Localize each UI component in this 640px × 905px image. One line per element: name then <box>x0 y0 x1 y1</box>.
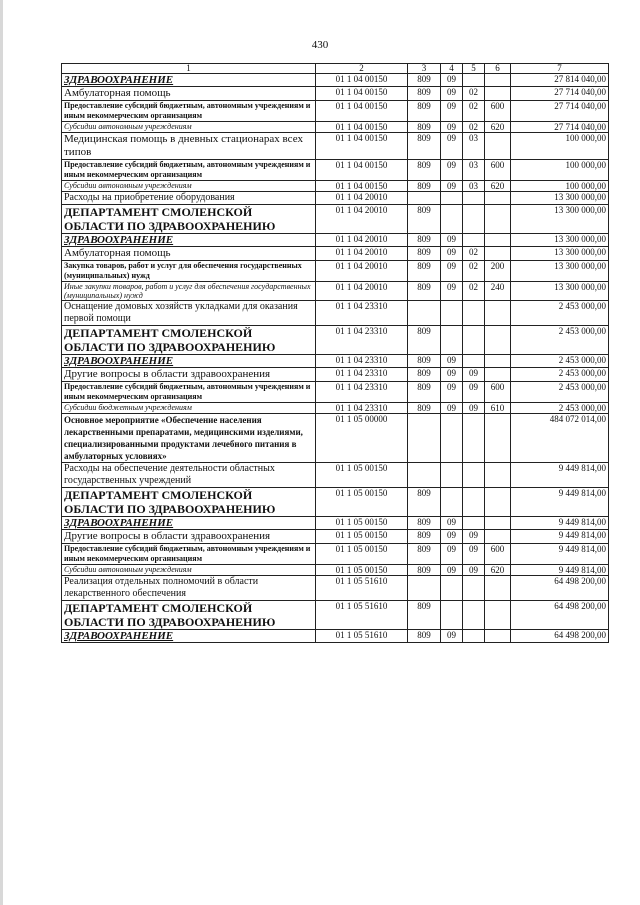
cell-c4 <box>441 488 463 517</box>
header-row <box>62 64 609 74</box>
scan-edge <box>0 0 3 905</box>
cell-c3: 809 <box>408 488 441 517</box>
table-row <box>62 122 609 133</box>
cell-name: ДЕПАРТАМЕНТ СМОЛЕНСКОЙ ОБЛАСТИ ПО ЗДРАВООХРАНЕНИЮ <box>62 601 316 630</box>
table-row <box>62 101 609 122</box>
cell-name: ДЕПАРТАМЕНТ СМОЛЕНСКОЙ ОБЛАСТИ ПО ЗДРАВООХРАНЕНИЮ <box>62 488 316 517</box>
cell-c6 <box>485 74 511 87</box>
cell-c4: 09 <box>441 122 463 133</box>
cell-c3 <box>408 192 441 205</box>
cell-name: Оснащение домовых хозяйств укладками для оказания первой помощи <box>62 301 316 326</box>
cell-name: Предоставление субсидий бюджетным, автономным учреждениям и иным некоммерческим организациям <box>62 160 316 181</box>
cell-c3: 809 <box>408 630 441 643</box>
cell-code: 01 1 05 00150 <box>316 463 408 488</box>
cell-c5: 09 <box>463 544 485 565</box>
cell-c4: 09 <box>441 101 463 122</box>
cell-c4: 09 <box>441 74 463 87</box>
table-row <box>62 368 609 382</box>
cell-name: Другие вопросы в области здравоохранения <box>62 368 316 382</box>
cell-code: 01 1 05 00150 <box>316 517 408 530</box>
cell-amount: 2 453 000,00 <box>511 301 609 326</box>
page-number: 430 <box>311 39 329 51</box>
header-cell: 4 <box>441 64 463 74</box>
cell-name: Субсидии бюджетным учреждениям <box>62 403 316 414</box>
cell-c3: 809 <box>408 247 441 261</box>
cell-code: 01 1 04 00150 <box>316 87 408 101</box>
table-row <box>62 488 609 517</box>
table-row <box>62 181 609 192</box>
cell-amount: 13 300 000,00 <box>511 205 609 234</box>
cell-c4: 09 <box>441 355 463 368</box>
cell-c5: 03 <box>463 181 485 192</box>
cell-name: Предоставление субсидий бюджетным, автономным учреждениям и иным некоммерческим организациям <box>62 544 316 565</box>
cell-c4: 09 <box>441 517 463 530</box>
cell-c3: 809 <box>408 326 441 355</box>
table-row <box>62 282 609 301</box>
cell-amount: 100 000,00 <box>511 160 609 181</box>
cell-c5 <box>463 414 485 463</box>
cell-c5: 02 <box>463 87 485 101</box>
table-row <box>62 301 609 326</box>
cell-c5: 09 <box>463 565 485 576</box>
cell-code: 01 1 04 00150 <box>316 74 408 87</box>
cell-c3: 809 <box>408 181 441 192</box>
header-cell: 2 <box>316 64 408 74</box>
cell-amount: 2 453 000,00 <box>511 403 609 414</box>
cell-name: Закупка товаров, работ и услуг для обеспечения государственных (муниципальных) нужд <box>62 261 316 282</box>
cell-code: 01 1 05 00150 <box>316 530 408 544</box>
cell-c5 <box>463 630 485 643</box>
cell-code: 01 1 04 20010 <box>316 247 408 261</box>
cell-name: Предоставление субсидий бюджетным, автономным учреждениям и иным некоммерческим организациям <box>62 101 316 122</box>
cell-amount: 9 449 814,00 <box>511 488 609 517</box>
header-cell: 7 <box>511 64 609 74</box>
cell-c6: 240 <box>485 282 511 301</box>
cell-c3: 809 <box>408 74 441 87</box>
cell-code: 01 1 04 23310 <box>316 301 408 326</box>
cell-c6 <box>485 530 511 544</box>
cell-code: 01 1 05 51610 <box>316 576 408 601</box>
cell-c5: 09 <box>463 382 485 403</box>
cell-amount: 13 300 000,00 <box>511 192 609 205</box>
cell-code: 01 1 04 00150 <box>316 133 408 160</box>
table-row <box>62 414 609 463</box>
cell-c5: 02 <box>463 261 485 282</box>
cell-c5 <box>463 576 485 601</box>
cell-amount: 2 453 000,00 <box>511 326 609 355</box>
cell-code: 01 1 04 20010 <box>316 234 408 247</box>
cell-c4 <box>441 463 463 488</box>
cell-name: Субсидии автономным учреждениям <box>62 181 316 192</box>
cell-c6 <box>485 630 511 643</box>
cell-c6 <box>485 133 511 160</box>
cell-amount: 484 072 014,00 <box>511 414 609 463</box>
table-row <box>62 160 609 181</box>
cell-c6 <box>485 192 511 205</box>
cell-c3 <box>408 463 441 488</box>
cell-code: 01 1 04 23310 <box>316 368 408 382</box>
cell-code: 01 1 04 20010 <box>316 282 408 301</box>
cell-amount: 13 300 000,00 <box>511 247 609 261</box>
cell-c6 <box>485 301 511 326</box>
cell-amount: 9 449 814,00 <box>511 565 609 576</box>
cell-code: 01 1 05 51610 <box>316 601 408 630</box>
cell-c4 <box>441 192 463 205</box>
header-cell: 6 <box>485 64 511 74</box>
table-row <box>62 247 609 261</box>
cell-c4 <box>441 601 463 630</box>
cell-c3: 809 <box>408 160 441 181</box>
cell-name: Другие вопросы в области здравоохранения <box>62 530 316 544</box>
cell-c6: 600 <box>485 101 511 122</box>
cell-code: 01 1 04 00150 <box>316 122 408 133</box>
cell-c5 <box>463 74 485 87</box>
cell-name: Расходы на приобретение оборудования <box>62 192 316 205</box>
table-row <box>62 530 609 544</box>
table-row <box>62 576 609 601</box>
cell-c4: 09 <box>441 630 463 643</box>
cell-code: 01 1 04 20010 <box>316 205 408 234</box>
cell-amount: 9 449 814,00 <box>511 517 609 530</box>
table-row <box>62 355 609 368</box>
table-row <box>62 544 609 565</box>
table-row <box>62 74 609 87</box>
cell-c5 <box>463 517 485 530</box>
cell-amount: 2 453 000,00 <box>511 368 609 382</box>
table-row <box>62 205 609 234</box>
table-row <box>62 517 609 530</box>
cell-name: Иные закупки товаров, работ и услуг для обеспечения государственных (муниципальных) нужд <box>62 282 316 301</box>
cell-c4: 09 <box>441 382 463 403</box>
cell-code: 01 1 04 23310 <box>316 326 408 355</box>
cell-code: 01 1 04 00150 <box>316 101 408 122</box>
cell-name: ЗДРАВООХРАНЕНИЕ <box>62 630 316 643</box>
cell-name: ДЕПАРТАМЕНТ СМОЛЕНСКОЙ ОБЛАСТИ ПО ЗДРАВООХРАНЕНИЮ <box>62 326 316 355</box>
cell-c6: 600 <box>485 544 511 565</box>
cell-amount: 2 453 000,00 <box>511 355 609 368</box>
cell-c3: 809 <box>408 122 441 133</box>
cell-code: 01 1 04 20010 <box>316 261 408 282</box>
cell-c3: 809 <box>408 234 441 247</box>
cell-c4: 09 <box>441 403 463 414</box>
cell-code: 01 1 05 00150 <box>316 488 408 517</box>
cell-c4: 09 <box>441 87 463 101</box>
cell-c6: 600 <box>485 382 511 403</box>
cell-c6: 620 <box>485 122 511 133</box>
cell-name: Субсидии автономным учреждениям <box>62 565 316 576</box>
table-row <box>62 87 609 101</box>
cell-c4 <box>441 205 463 234</box>
cell-amount: 64 498 200,00 <box>511 601 609 630</box>
cell-c4: 09 <box>441 565 463 576</box>
cell-c4: 09 <box>441 544 463 565</box>
cell-code: 01 1 05 00150 <box>316 544 408 565</box>
cell-name: ЗДРАВООХРАНЕНИЕ <box>62 517 316 530</box>
cell-amount: 9 449 814,00 <box>511 530 609 544</box>
table-row <box>62 326 609 355</box>
cell-c5 <box>463 488 485 517</box>
cell-code: 01 1 05 00150 <box>316 565 408 576</box>
cell-code: 01 1 04 00150 <box>316 181 408 192</box>
cell-c6 <box>485 576 511 601</box>
cell-c3: 809 <box>408 101 441 122</box>
cell-name: ЗДРАВООХРАНЕНИЕ <box>62 355 316 368</box>
cell-c5 <box>463 326 485 355</box>
cell-c3: 809 <box>408 355 441 368</box>
cell-code: 01 1 05 00000 <box>316 414 408 463</box>
cell-name: Предоставление субсидий бюджетным, автономным учреждениям и иным некоммерческим организациям <box>62 382 316 403</box>
cell-amount: 64 498 200,00 <box>511 630 609 643</box>
cell-c6: 610 <box>485 403 511 414</box>
cell-c5: 09 <box>463 368 485 382</box>
cell-amount: 27 714 040,00 <box>511 122 609 133</box>
cell-c3: 809 <box>408 87 441 101</box>
cell-c4 <box>441 576 463 601</box>
header-cell: 3 <box>408 64 441 74</box>
cell-name: Реализация отдельных полномочий в области лекарственного обеспечения <box>62 576 316 601</box>
cell-name: ЗДРАВООХРАНЕНИЕ <box>62 74 316 87</box>
cell-amount: 27 714 040,00 <box>511 101 609 122</box>
cell-c6 <box>485 205 511 234</box>
cell-amount: 13 300 000,00 <box>511 282 609 301</box>
cell-name: Субсидии автономным учреждениям <box>62 122 316 133</box>
cell-c3: 809 <box>408 517 441 530</box>
cell-c5 <box>463 463 485 488</box>
cell-c3 <box>408 414 441 463</box>
cell-c6: 620 <box>485 565 511 576</box>
cell-c4: 09 <box>441 530 463 544</box>
cell-c5 <box>463 601 485 630</box>
cell-code: 01 1 04 23310 <box>316 382 408 403</box>
cell-c6 <box>485 234 511 247</box>
cell-c5 <box>463 192 485 205</box>
budget-table <box>61 63 609 643</box>
cell-amount: 27 714 040,00 <box>511 87 609 101</box>
cell-c5 <box>463 234 485 247</box>
cell-c5: 02 <box>463 122 485 133</box>
cell-amount: 2 453 000,00 <box>511 382 609 403</box>
table-row <box>62 234 609 247</box>
table-row <box>62 601 609 630</box>
cell-c6 <box>485 355 511 368</box>
cell-c5 <box>463 301 485 326</box>
cell-c3: 809 <box>408 403 441 414</box>
cell-c6 <box>485 326 511 355</box>
cell-c5: 09 <box>463 403 485 414</box>
cell-c5 <box>463 355 485 368</box>
cell-code: 01 1 04 20010 <box>316 192 408 205</box>
table-row <box>62 630 609 643</box>
cell-c6 <box>485 517 511 530</box>
cell-c5: 02 <box>463 247 485 261</box>
cell-c6 <box>485 87 511 101</box>
cell-amount: 13 300 000,00 <box>511 261 609 282</box>
cell-c4: 09 <box>441 282 463 301</box>
cell-c3 <box>408 576 441 601</box>
header-cell: 1 <box>62 64 316 74</box>
cell-c6 <box>485 601 511 630</box>
cell-c3: 809 <box>408 282 441 301</box>
cell-c3: 809 <box>408 368 441 382</box>
cell-amount: 64 498 200,00 <box>511 576 609 601</box>
cell-c6 <box>485 414 511 463</box>
cell-name: Медицинская помощь в дневных стационарах всех типов <box>62 133 316 160</box>
table-row <box>62 565 609 576</box>
cell-c4: 09 <box>441 234 463 247</box>
cell-code: 01 1 04 23310 <box>316 403 408 414</box>
table-row <box>62 382 609 403</box>
cell-c3: 809 <box>408 133 441 160</box>
cell-c5: 09 <box>463 530 485 544</box>
cell-name: ДЕПАРТАМЕНТ СМОЛЕНСКОЙ ОБЛАСТИ ПО ЗДРАВООХРАНЕНИЮ <box>62 205 316 234</box>
table-row <box>62 261 609 282</box>
cell-c5: 02 <box>463 101 485 122</box>
cell-c4: 09 <box>441 133 463 160</box>
cell-c4: 09 <box>441 160 463 181</box>
cell-code: 01 1 04 23310 <box>316 355 408 368</box>
cell-c4: 09 <box>441 261 463 282</box>
cell-amount: 13 300 000,00 <box>511 234 609 247</box>
cell-amount: 9 449 814,00 <box>511 463 609 488</box>
cell-c3: 809 <box>408 544 441 565</box>
cell-c3: 809 <box>408 565 441 576</box>
cell-c3: 809 <box>408 205 441 234</box>
cell-name: Амбулаторная помощь <box>62 87 316 101</box>
cell-c5: 03 <box>463 160 485 181</box>
cell-name: ЗДРАВООХРАНЕНИЕ <box>62 234 316 247</box>
cell-c3: 809 <box>408 382 441 403</box>
cell-name: Расходы на обеспечение деятельности областных государственных учреждений <box>62 463 316 488</box>
cell-c4: 09 <box>441 247 463 261</box>
cell-amount: 27 814 040,00 <box>511 74 609 87</box>
cell-c4 <box>441 414 463 463</box>
header-cell: 5 <box>463 64 485 74</box>
cell-c4 <box>441 326 463 355</box>
cell-c6: 200 <box>485 261 511 282</box>
cell-c6 <box>485 368 511 382</box>
cell-c4: 09 <box>441 181 463 192</box>
cell-amount: 100 000,00 <box>511 181 609 192</box>
cell-name: Основное мероприятие «Обеспечение населения лекарственными препаратами, медицинскими изделиями, специализированными продуктами лечебного питания в амбулаторных условиях» <box>62 414 316 463</box>
cell-c6 <box>485 463 511 488</box>
table-row <box>62 403 609 414</box>
cell-amount: 9 449 814,00 <box>511 544 609 565</box>
table-row <box>62 463 609 488</box>
table-row <box>62 133 609 160</box>
table-row <box>62 192 609 205</box>
cell-name: Амбулаторная помощь <box>62 247 316 261</box>
cell-c6: 600 <box>485 160 511 181</box>
cell-c4 <box>441 301 463 326</box>
cell-c5: 03 <box>463 133 485 160</box>
cell-c3 <box>408 301 441 326</box>
cell-c6 <box>485 247 511 261</box>
cell-code: 01 1 05 51610 <box>316 630 408 643</box>
cell-c3: 809 <box>408 530 441 544</box>
cell-c4: 09 <box>441 368 463 382</box>
cell-c6: 620 <box>485 181 511 192</box>
cell-c5: 02 <box>463 282 485 301</box>
cell-amount: 100 000,00 <box>511 133 609 160</box>
cell-c3: 809 <box>408 601 441 630</box>
cell-code: 01 1 04 00150 <box>316 160 408 181</box>
cell-c5 <box>463 205 485 234</box>
cell-c3: 809 <box>408 261 441 282</box>
cell-c6 <box>485 488 511 517</box>
